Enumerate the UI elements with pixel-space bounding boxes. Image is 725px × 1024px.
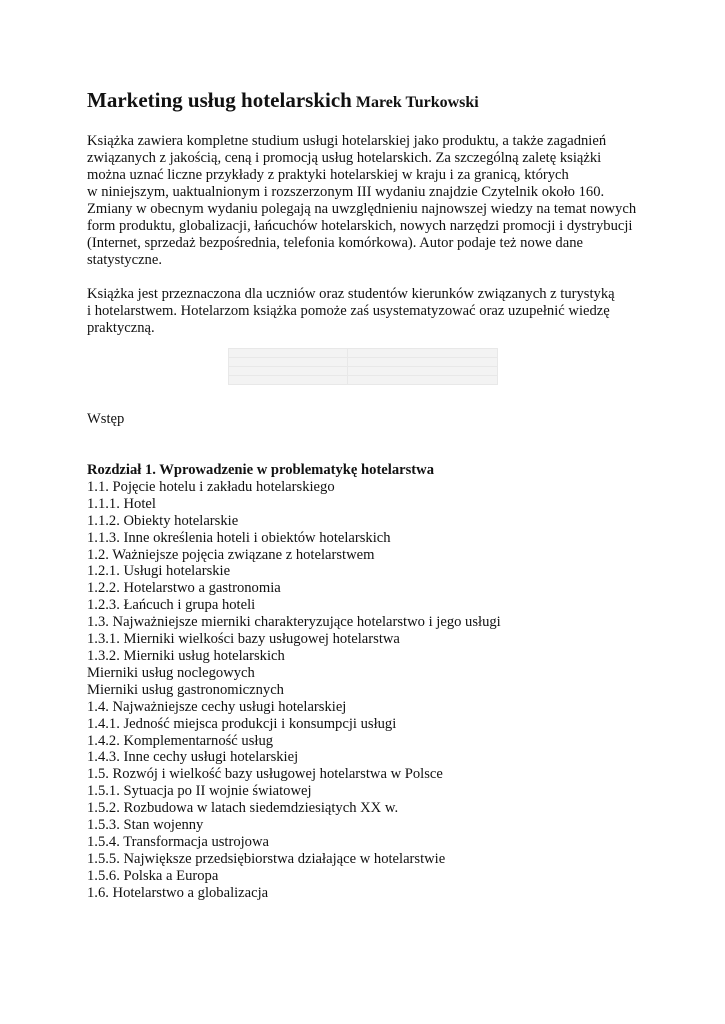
toc-entry: 1.2.1. Usługi hotelarskie <box>87 563 231 580</box>
toc-entry: 1.3.2. Mierniki usług hotelarskich <box>87 647 285 664</box>
table-of-contents <box>87 462 501 902</box>
toc-entry: 1.5.4. Transformacja ustrojowa <box>87 833 269 850</box>
toc-entry: 1.1.1. Hotel <box>87 495 156 512</box>
paragraph-line: Zmiany w obecnym wydaniu polegają na uwzględnieniu najnowszej wiedzy na temat nowych <box>87 201 637 217</box>
table-cell <box>229 376 348 385</box>
toc-entry: 1.4. Najważniejsze cechy usługi hotelarskiej <box>87 698 347 715</box>
paragraph-line: Książka jest przeznaczona dla uczniów oraz studentów kierunków związanych z turystyką <box>87 286 615 302</box>
toc-entry: 1.3. Najważniejsze mierniki charakteryzujące hotelarstwo i jego usługi <box>87 614 501 631</box>
paragraph-line: w niniejszym, uaktualnionym i rozszerzonym III wydaniu znajdzie Czytelnik około 160. <box>87 184 605 200</box>
paragraph-line: Książka zawiera kompletne studium usługi hotelarskiej jako produktu, a także zagadnień <box>87 133 607 149</box>
description-paragraph-2 <box>87 286 647 337</box>
paragraph-line: praktyczną. <box>87 320 155 336</box>
toc-entry: 1.1.2. Obiekty hotelarskie <box>87 512 239 529</box>
book-author: Marek Turkowski <box>355 94 479 111</box>
paragraph-line: można uznać liczne przykłady z praktyki hotelarskiej w kraju i za granicą, których <box>87 167 569 183</box>
toc-entry: 1.5.5. Największe przedsiębiorstwa działające w hotelarstwie <box>87 850 446 867</box>
toc-entry: 1.5.6. Polska a Europa <box>87 867 219 884</box>
toc-entry: 1.6. Hotelarstwo a globalizacja <box>87 884 269 901</box>
paragraph-line: form produktu, globalizacji, łańcuchów hotelarskich, nowych narzędzi promocji i dystrybucji <box>87 218 633 234</box>
paragraph-line: związanych z jakością, ceną i promocją usług hotelarskich. Za szczególną zaletę książki <box>87 150 602 166</box>
table-cell <box>229 349 348 358</box>
toc-entry: 1.3.1. Mierniki wielkości bazy usługowej hotelarstwa <box>87 631 400 648</box>
toc-entry: 1.1.3. Inne określenia hoteli i obiektów hotelarskich <box>87 529 391 546</box>
paragraph-line: statystyczne. <box>87 252 162 268</box>
toc-entry: 1.5.1. Sytuacja po II wojnie światowej <box>87 783 312 800</box>
toc-entry: 1.2.3. Łańcuch i grupa hoteli <box>87 597 256 614</box>
document-body <box>87 86 647 337</box>
description-paragraph-1 <box>87 133 647 269</box>
toc-entry: 1.2. Ważniejsze pojęcia związane z hotelarstwem <box>87 546 375 563</box>
empty-table <box>228 348 498 385</box>
table-cell <box>348 358 498 367</box>
toc-entry: 1.1. Pojęcie hotelu i zakładu hotelarskiego <box>87 478 335 495</box>
document-heading <box>87 86 647 117</box>
toc-entry: Mierniki usług gastronomicznych <box>87 681 284 698</box>
toc-entry: 1.4.2. Komplementarność usług <box>87 732 274 749</box>
toc-entry: 1.5.3. Stan wojenny <box>87 817 204 834</box>
toc-intro: Wstęp <box>87 411 125 427</box>
toc-entry: 1.2.2. Hotelarstwo a gastronomia <box>87 580 281 597</box>
toc-entry: 1.5. Rozwój i wielkość bazy usługowej hotelarstwa w Polsce <box>87 766 443 783</box>
toc-entry: 1.4.1. Jedność miejsca produkcji i konsumpcji usługi <box>87 715 397 732</box>
toc-entry: Mierniki usług noclegowych <box>87 664 255 681</box>
chapter-heading: Rozdział 1. Wprowadzenie w problematykę hotelarstwa <box>87 462 434 478</box>
book-title: Marketing usług hotelarskich <box>87 88 352 112</box>
table-cell <box>229 367 348 376</box>
toc-entry: 1.5.2. Rozbudowa w latach siedemdziesiątych XX w. <box>87 800 399 817</box>
toc-entry: 1.4.3. Inne cechy usługi hotelarskiej <box>87 749 299 766</box>
table-cell <box>348 349 498 358</box>
table-cell <box>348 367 498 376</box>
table-cell <box>348 376 498 385</box>
table-cell <box>229 358 348 367</box>
paragraph-line: (Internet, sprzedaż bezpośrednia, telefonia komórkowa). Autor podaje też nowe dane <box>87 235 583 251</box>
paragraph-line: i hotelarstwem. Hotelarzom książka pomoże zaś usystematyzować oraz uzupełnić wiedzę <box>87 303 610 319</box>
